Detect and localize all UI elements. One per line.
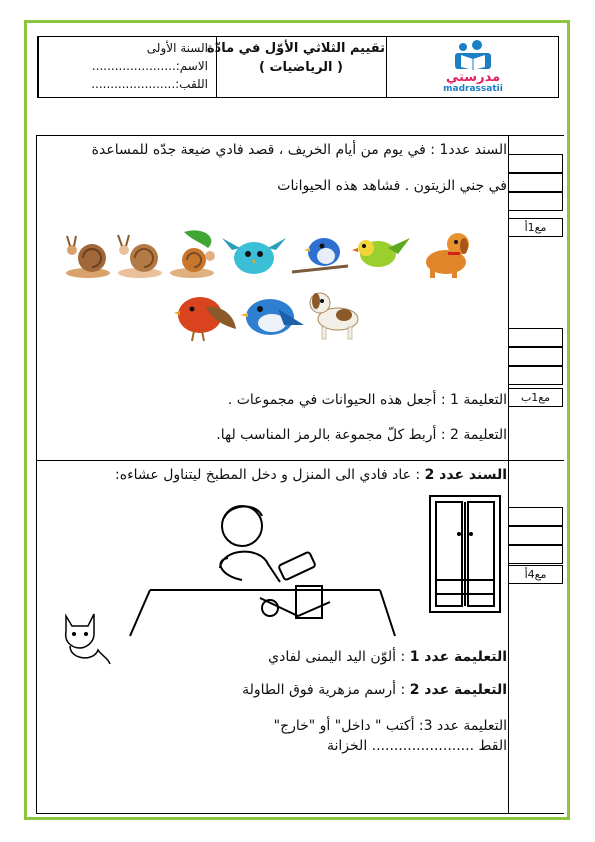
snail-icon	[118, 235, 162, 278]
robin-icon	[174, 297, 236, 341]
year-label: السنة الأولى	[146, 41, 208, 55]
title-line1: تقييم الثلاثي الأوّل في مادّة	[206, 41, 385, 56]
title-cell	[206, 37, 386, 97]
instruction-2: التعليمة 2 : أربط كلّ مجموعة بالرمز المناسب لها.	[216, 427, 507, 443]
mark-box	[508, 526, 563, 545]
header-table	[37, 36, 559, 98]
answer-line-1[interactable]: القط ....................... الخزانة	[327, 738, 507, 754]
support-2-label: السند عدد 2	[424, 467, 507, 483]
bird-icon	[240, 299, 304, 335]
logo-latin: madrassatii	[443, 84, 503, 94]
s2-instr2-label: التعليمة عدد 2	[409, 682, 507, 698]
title-line2: ( الرياضيات )	[259, 60, 343, 75]
cat-icon	[58, 606, 114, 666]
criterion-label-1a: مع1أ	[508, 218, 563, 237]
snail-icon	[170, 230, 215, 278]
s2-instr2-text: : أرسم مزهرية فوق الطاولة	[242, 682, 410, 698]
bird-icon	[292, 238, 348, 272]
surname-field: اللقب:......................	[91, 77, 208, 91]
mark-box	[508, 173, 563, 192]
mark-box	[508, 347, 563, 366]
support-2	[115, 466, 507, 484]
criterion-label-4a: مع4أ	[508, 565, 563, 584]
logo-cell	[386, 37, 558, 97]
name-field: الاسم:......................	[91, 59, 208, 73]
bird-icon	[352, 238, 410, 267]
support-2-text: : عاد فادي الى المنزل و دخل المطبخ ليتناول عشاءه:	[115, 467, 425, 483]
support-1-text: السند عدد1 : في يوم من أيام الخريف ، قصد فادي ضيعة جدّه للمساعدة	[91, 142, 507, 158]
s2-instr1-text: : ألوّن اليد اليمنى لفادي	[268, 649, 410, 665]
mark-box	[508, 192, 563, 211]
animals-row-1	[60, 228, 480, 280]
bird-icon	[222, 238, 286, 274]
logo-text: مدرستي	[445, 70, 501, 85]
s2-instruction-2	[242, 681, 507, 699]
support-1-text-line2: في جني الزيتون . فشاهد هذه الحيوانات	[277, 178, 507, 194]
snail-icon	[66, 236, 110, 278]
mark-box	[508, 328, 563, 347]
mark-box	[508, 545, 563, 564]
mark-box	[508, 154, 563, 173]
cabinet-icon	[428, 494, 502, 614]
info-cell	[38, 37, 216, 97]
mark-box	[508, 366, 563, 385]
s2-instruction-1	[268, 648, 507, 666]
mark-box	[508, 507, 563, 526]
criterion-label-1b: مع1ب	[508, 388, 563, 407]
dog-icon	[310, 293, 358, 339]
instruction-1: التعليمة 1 : أجعل هذه الحيوانات في مجموعات .	[227, 392, 507, 408]
s2-instruction-3: التعليمة عدد 3: أكتب " داخل" أو "خارج"	[273, 718, 507, 734]
dog-icon	[426, 233, 469, 278]
animals-row-2	[172, 285, 372, 345]
s2-instr1-label: التعليمة عدد 1	[409, 649, 507, 665]
boy-eating-icon	[110, 498, 410, 638]
